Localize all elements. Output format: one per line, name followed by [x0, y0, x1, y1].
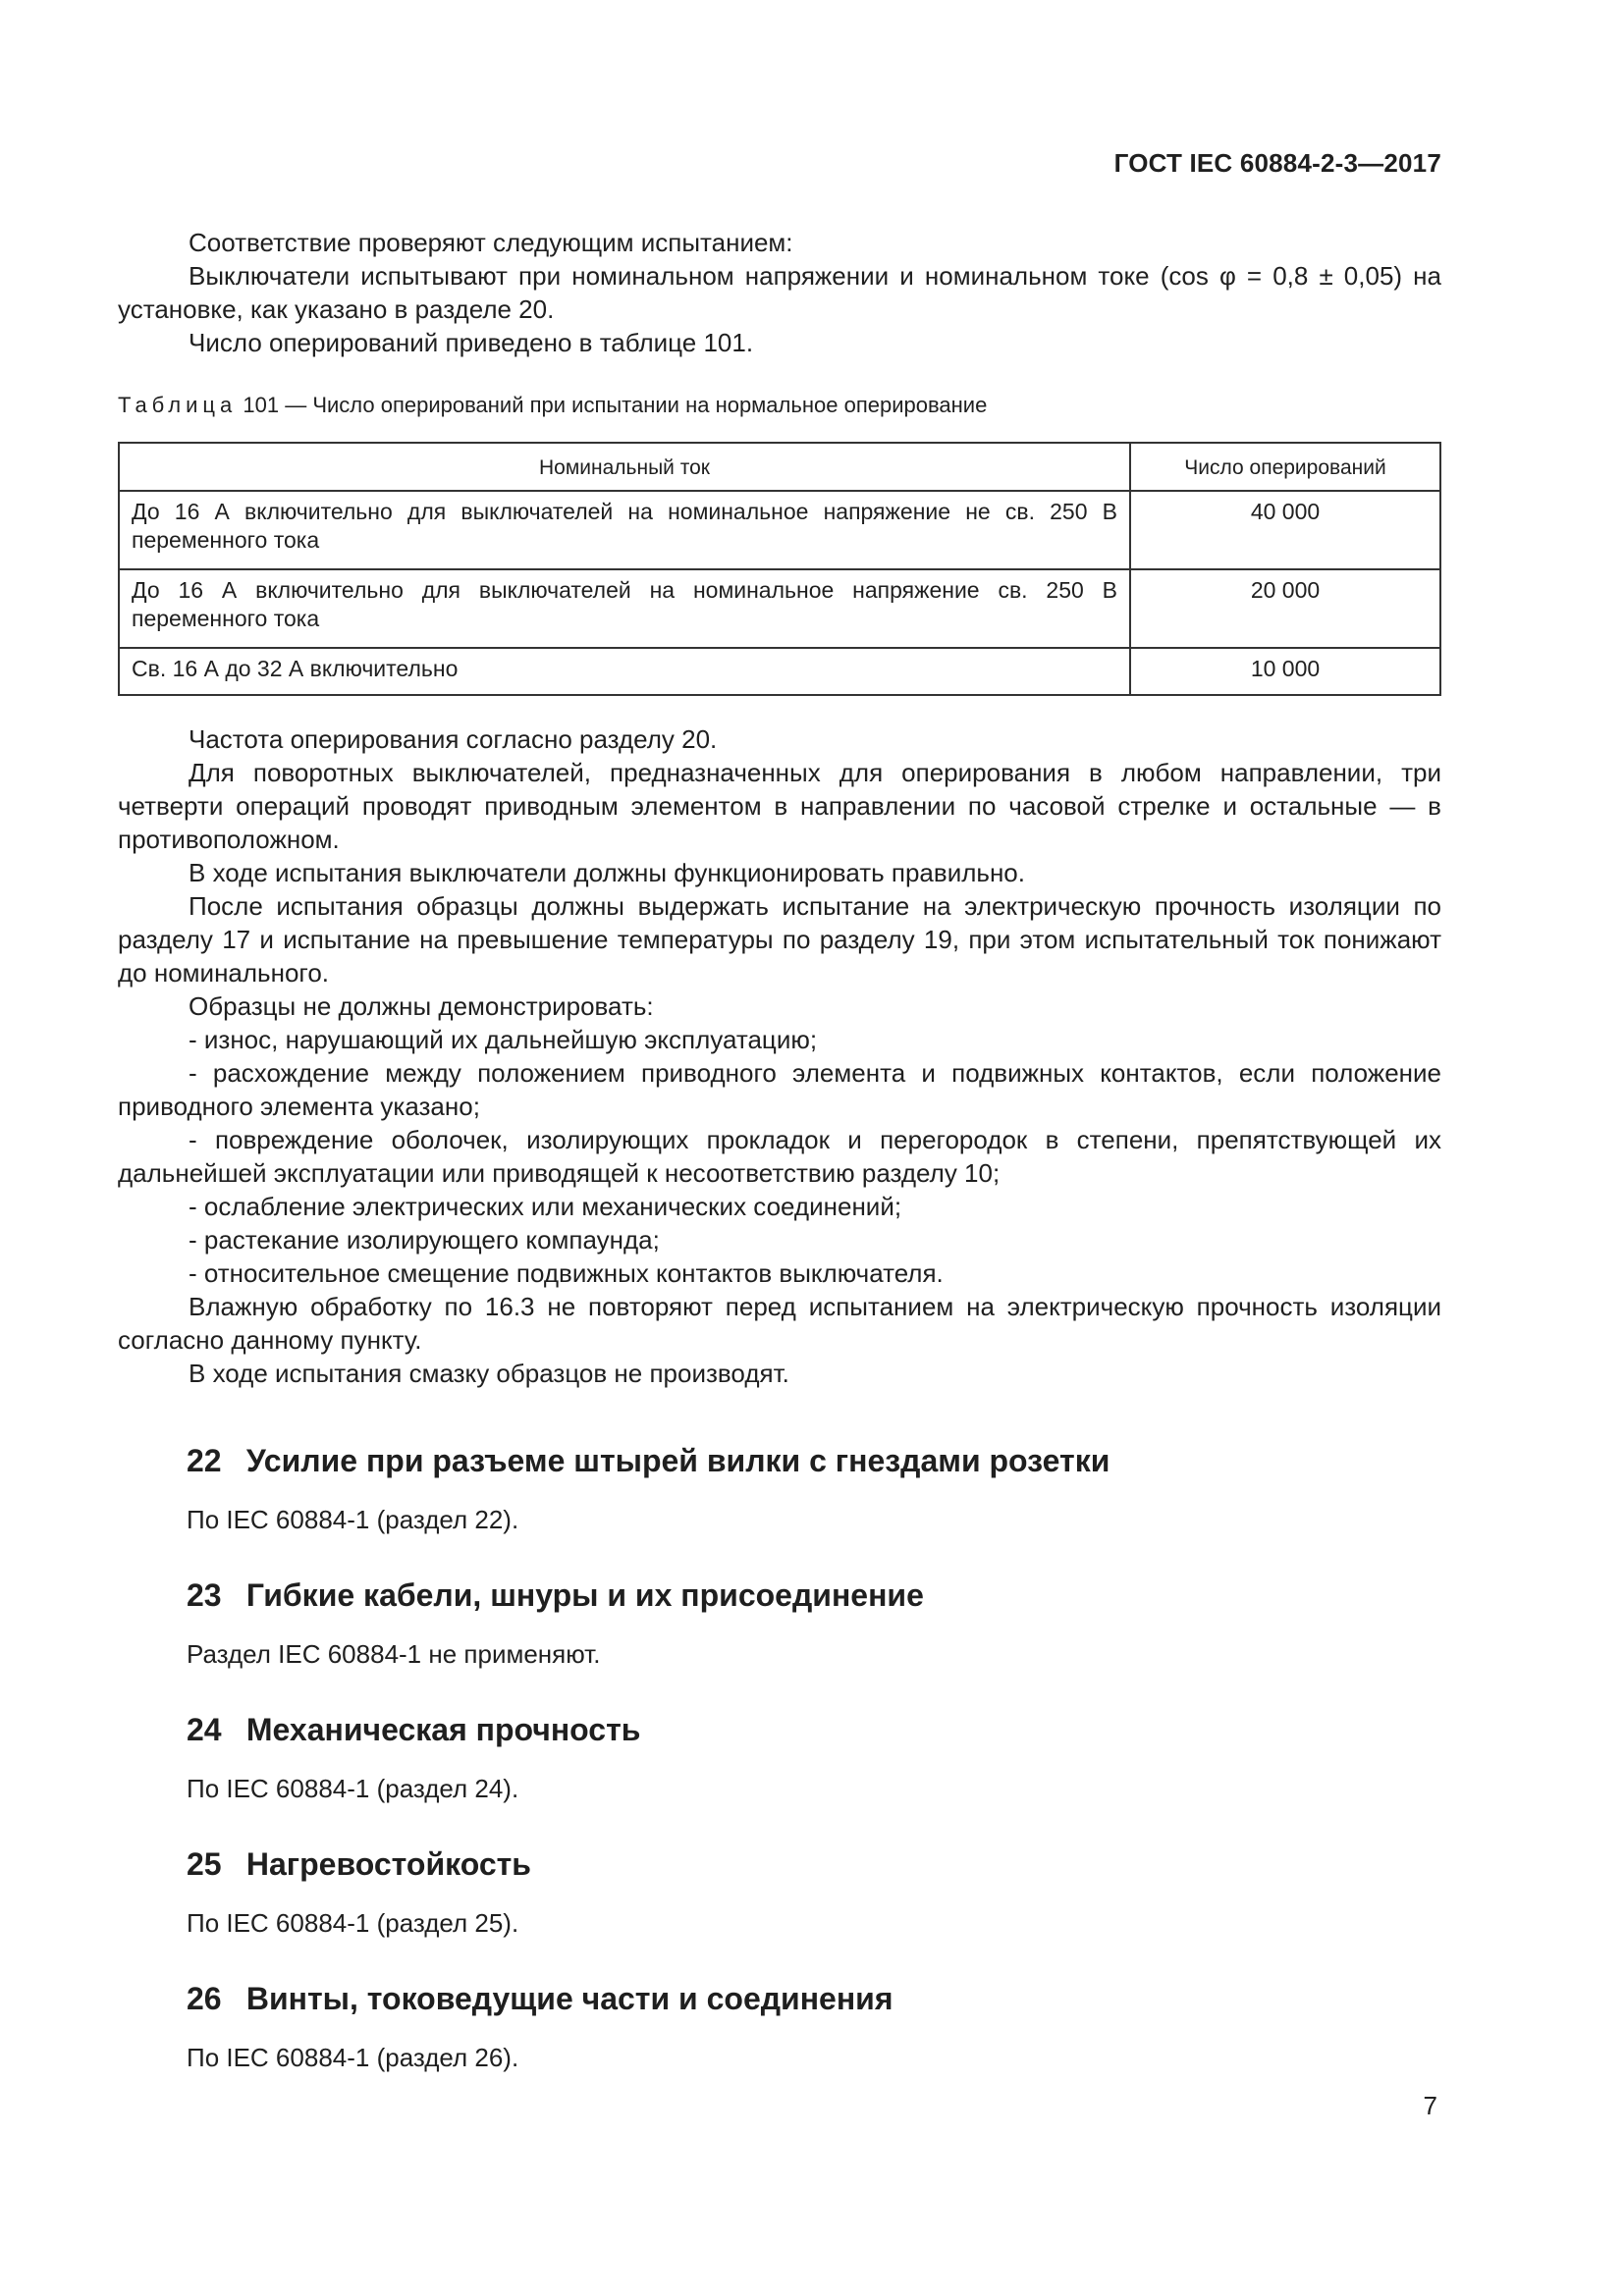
section-heading-26 [187, 1981, 893, 2017]
paragraph: В ходе испытания выключатели должны функционировать правильно. [189, 858, 1025, 887]
paragraph: Частота оперирования согласно разделу 20. [189, 724, 718, 754]
table-cell: 10 000 [1130, 648, 1440, 695]
list-item: - растекание изолирующего компаунда; [189, 1225, 660, 1255]
section-number: 24 [187, 1712, 222, 1747]
page-number: 7 [1423, 2091, 1437, 2120]
paragraph: Влажную обработку по 16.3 не повторяют перед испытанием на электрическую прочность изоляции согласно данному пункту. [118, 1292, 1441, 1355]
section-text: По IEC 60884-1 (раздел 25). [187, 1908, 519, 1938]
paragraph: В ходе испытания смазку образцов не производят. [189, 1359, 789, 1388]
list-item: - расхождение между положением приводного элемента и подвижных контактов, если положение приводного элемента указано; [118, 1058, 1441, 1121]
table-cell: 20 000 [1130, 569, 1440, 648]
list-item: - относительное смещение подвижных контактов выключателя. [189, 1258, 944, 1288]
section-title: Механическая прочность [245, 1712, 641, 1747]
section-title: Гибкие кабели, шнуры и их присоединение [245, 1577, 924, 1613]
section-title: Усилие при разъеме штырей вилки с гнездами розетки [245, 1443, 1110, 1478]
paragraph: Число оперирований приведено в таблице 101. [189, 328, 754, 357]
section-heading-24 [187, 1712, 640, 1748]
document-id: ГОСТ IEC 60884-2-3—2017 [1113, 148, 1441, 178]
table-header-row [119, 443, 1440, 491]
table-row [119, 648, 1440, 695]
table-cell: Св. 16 А до 32 А включительно [119, 648, 1130, 695]
paragraph: Для поворотных выключателей, предназначенных для оперирования в любом направлении, три четверти операций проводят приводным элементом в направлении по часовой стрелке и остальные — в противоположном. [118, 758, 1441, 854]
caption-text: 101 — Число оперирований при испытании на нормальное оперирование [243, 393, 988, 417]
section-number: 26 [187, 1981, 222, 2016]
section-text: Раздел IEC 60884-1 не применяют. [187, 1639, 601, 1669]
table-row [119, 491, 1440, 569]
table-cell: До 16 А включительно для выключателей на номинальное напряжение св. 250 В переменного тока [119, 569, 1130, 648]
caption-label: Таблица [118, 393, 238, 417]
table-cell: 40 000 [1130, 491, 1440, 569]
paragraph: После испытания образцы должны выдержать испытание на электрическую прочность изоляции по разделу 17 и испытание на превышение температуры по разделу 19, при этом испытательный ток понижают до номинального. [118, 891, 1441, 988]
table-cell: До 16 А включительно для выключателей на номинальное напряжение не св. 250 В переменного тока [119, 491, 1130, 569]
paragraph: Соответствие проверяют следующим испытанием: [189, 228, 793, 257]
list-item: - повреждение оболочек, изолирующих прокладок и перегородок в степени, препятствующей их дальнейшей эксплуатации или приводящей к несоответствию разделу 10; [118, 1125, 1441, 1188]
section-title: Винты, токоведущие части и соединения [245, 1981, 893, 2016]
section-number: 23 [187, 1577, 222, 1613]
requirements-block [118, 722, 1441, 1390]
section-heading-22 [187, 1443, 1110, 1479]
section-text: По IEC 60884-1 (раздел 26). [187, 2043, 519, 2072]
table-row [119, 569, 1440, 648]
paragraph: Выключатели испытывают при номинальном напряжении и номинальном токе (cos φ = 0,8 ± 0,05) на установке, как указано в разделе 20. [118, 261, 1441, 324]
section-heading-25 [187, 1846, 531, 1883]
list-item: - износ, нарушающий их дальнейшую эксплуатацию; [189, 1025, 818, 1054]
section-text: По IEC 60884-1 (раздел 22). [187, 1505, 519, 1534]
column-header: Число оперирований [1130, 443, 1440, 491]
list-item: - ослабление электрических или механических соединений; [189, 1192, 902, 1221]
section-text: По IEC 60884-1 (раздел 24). [187, 1774, 519, 1803]
section-number: 25 [187, 1846, 222, 1882]
column-header: Номинальный ток [119, 443, 1130, 491]
section-heading-23 [187, 1577, 924, 1614]
intro-block [118, 226, 1441, 359]
section-number: 22 [187, 1443, 222, 1478]
table-caption [118, 391, 987, 420]
section-title: Нагревостойкость [245, 1846, 531, 1882]
paragraph: Образцы не должны демонстрировать: [189, 991, 654, 1021]
operations-table [118, 442, 1441, 696]
